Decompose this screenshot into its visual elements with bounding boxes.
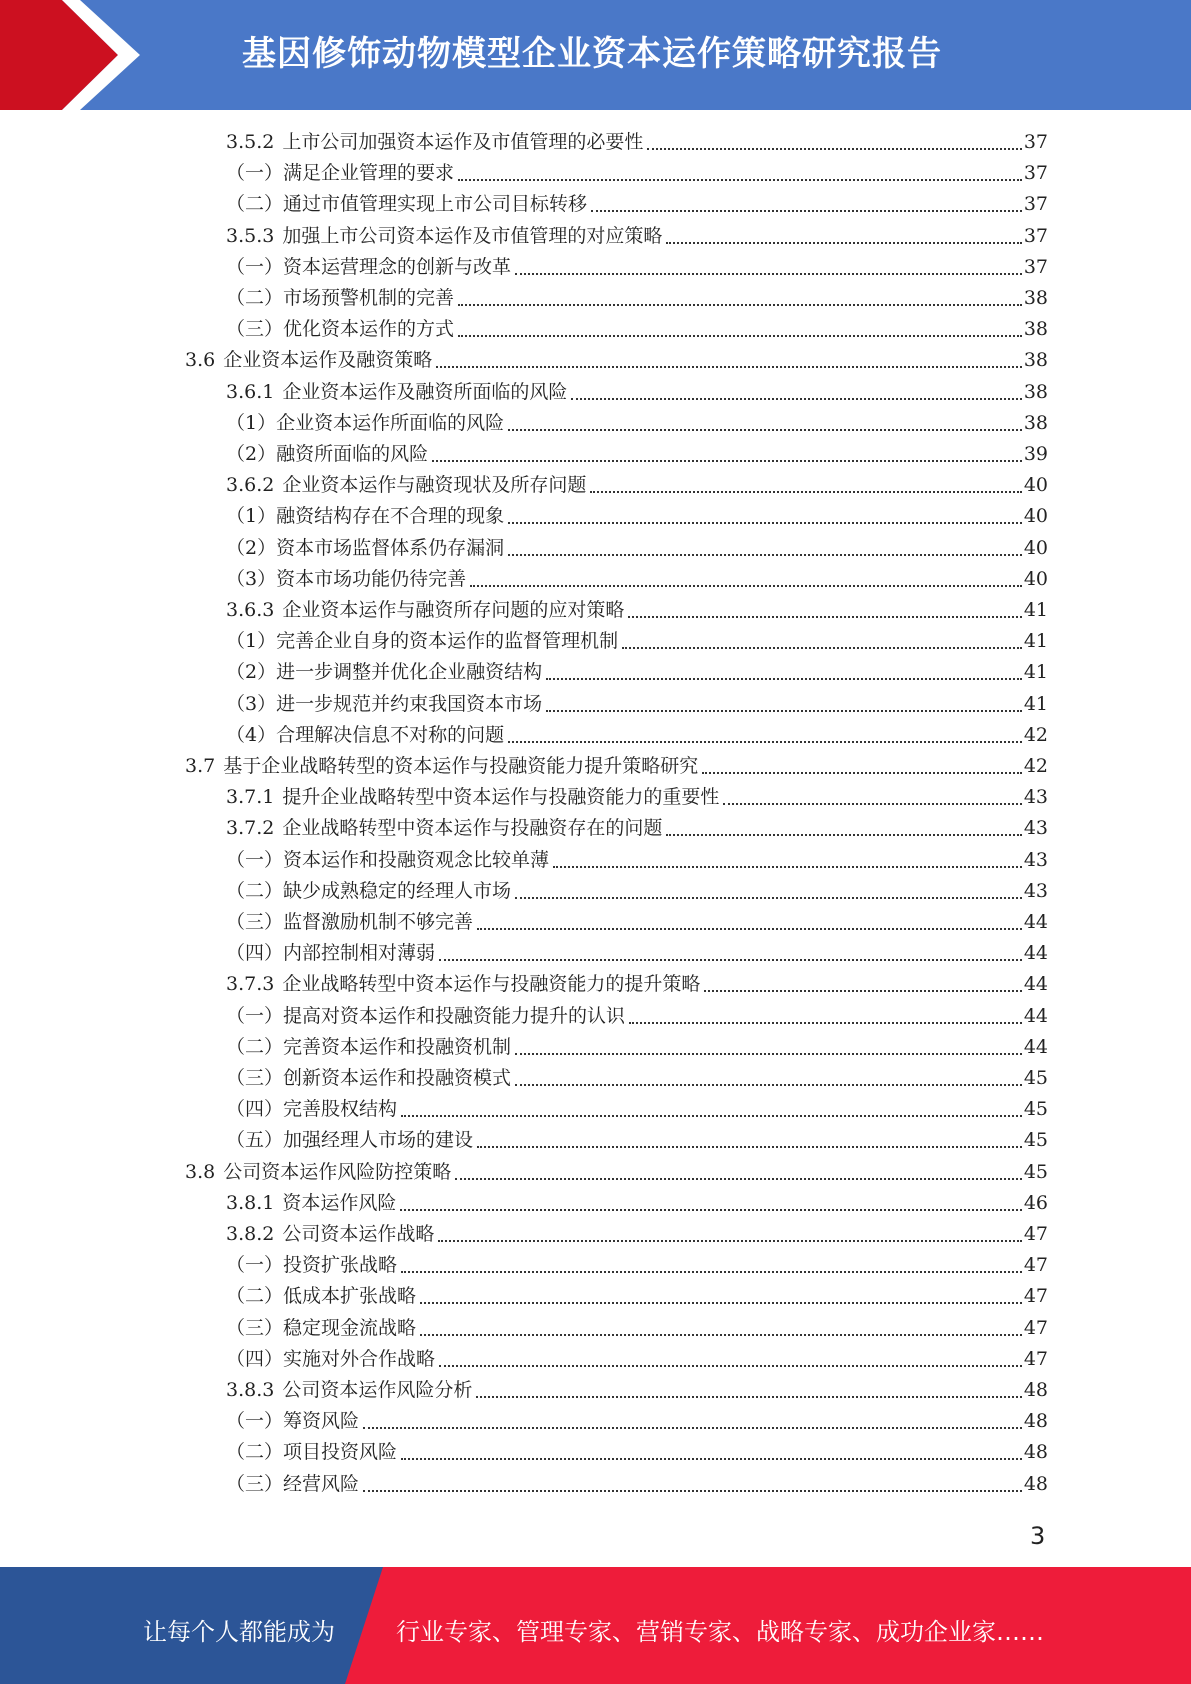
toc-entry-number: （一） xyxy=(226,848,284,871)
toc-entry-number: （四） xyxy=(226,1347,284,1370)
toc-entry-number: 3.7 xyxy=(185,755,216,777)
toc-entry-title: 创新资本运作和投融资模式 xyxy=(283,1067,512,1089)
toc-entry-page: 43 xyxy=(1023,817,1048,840)
toc-entry-title: 经营风险 xyxy=(283,1472,360,1495)
toc-entry-page: 47 xyxy=(1023,1347,1048,1370)
toc-dot-leader xyxy=(666,834,1021,836)
toc-entry-number: （三） xyxy=(226,1067,284,1089)
toc-entry-page: 45 xyxy=(1023,1098,1048,1121)
toc-dot-leader xyxy=(515,1053,1022,1055)
toc-entry-number: （五） xyxy=(226,1129,284,1152)
toc-entry-title: 稳定现金流战略 xyxy=(283,1316,417,1339)
footer-slogan-left: 让每个人都能成为 xyxy=(143,1618,335,1646)
toc-dot-leader xyxy=(436,366,1022,368)
toc-entry-number: 3.7.2 xyxy=(226,817,275,840)
toc-entry-title: 公司资本运作风险分析 xyxy=(282,1379,473,1401)
toc-entry-title: 优化资本运作的方式 xyxy=(283,318,455,341)
toc-entry-title: 资本运营理念的创新与改革 xyxy=(283,255,512,278)
toc-entry[interactable] xyxy=(226,314,1048,345)
toc-entry-page: 38 xyxy=(1023,380,1048,403)
toc-entry-number: （三） xyxy=(226,1316,284,1339)
toc-dot-leader xyxy=(401,1458,1022,1460)
toc-entry-page: 37 xyxy=(1023,224,1048,247)
toc-entry-title: 资本运作风险 xyxy=(282,1191,397,1214)
toc-entry[interactable] xyxy=(226,221,1048,252)
toc-entry-number: （二） xyxy=(226,879,284,902)
toc-entry[interactable] xyxy=(226,938,1048,969)
toc-dot-leader xyxy=(439,959,1022,961)
toc-dot-leader xyxy=(590,491,1021,493)
toc-entry-number: 3.7.3 xyxy=(226,973,275,996)
toc-dot-leader xyxy=(546,678,1022,680)
toc-entry-number: 3.6.3 xyxy=(226,599,275,621)
toc-dot-leader xyxy=(420,1334,1022,1336)
toc-entry-title: 市场预警机制的完善 xyxy=(283,287,455,309)
toc-entry[interactable] xyxy=(226,1032,1048,1063)
toc-entry-number: （一） xyxy=(226,1410,284,1433)
toc-entry[interactable] xyxy=(226,1250,1048,1281)
toc-entry-title: 项目投资风险 xyxy=(283,1441,398,1464)
toc-entry-page: 38 xyxy=(1023,349,1048,372)
toc-entry[interactable] xyxy=(226,377,1048,408)
toc-entry-page: 48 xyxy=(1023,1379,1048,1401)
toc-entry-title: 企业战略转型中资本运作与投融资能力的提升策略 xyxy=(282,973,701,996)
toc-entry-page: 45 xyxy=(1023,1129,1048,1152)
toc-entry-page: 37 xyxy=(1023,131,1048,153)
toc-entry-page: 47 xyxy=(1023,1223,1048,1245)
toc-entry-page: 44 xyxy=(1023,1035,1048,1058)
toc-entry-title: 提升企业战略转型中资本运作与投融资能力的重要性 xyxy=(282,786,720,809)
toc-dot-leader xyxy=(591,210,1022,212)
toc-dot-leader xyxy=(439,1365,1022,1367)
toc-entry[interactable] xyxy=(226,252,1048,283)
page-footer xyxy=(0,1567,1191,1684)
toc-entry-page: 48 xyxy=(1023,1410,1048,1433)
toc-dot-leader xyxy=(458,179,1022,181)
toc-dot-leader xyxy=(470,585,1022,587)
toc-entry-page: 40 xyxy=(1023,536,1048,559)
toc-entry-number: 3.6.2 xyxy=(226,474,275,497)
toc-entry-number: （2） xyxy=(226,443,277,465)
toc-entry-number: 3.6 xyxy=(185,349,216,372)
toc-dot-leader xyxy=(363,1427,1022,1429)
toc-entry-title: 完善股权结构 xyxy=(283,1098,398,1121)
toc-entry[interactable] xyxy=(226,782,1048,813)
toc-entry-number: （一） xyxy=(226,255,284,278)
toc-entry-page: 47 xyxy=(1023,1285,1048,1308)
toc-entry-title: 完善企业自身的资本运作的监督管理机制 xyxy=(276,630,619,653)
toc-entry-title: 公司资本运作风险防控策略 xyxy=(223,1160,452,1183)
toc-entry[interactable] xyxy=(226,1375,1048,1406)
toc-dot-leader xyxy=(432,460,1022,462)
toc-entry[interactable] xyxy=(226,907,1048,938)
toc-entry-title: 进一步调整并优化企业融资结构 xyxy=(276,661,543,684)
toc-entry-number: （1） xyxy=(226,505,277,528)
toc-entry-page: 45 xyxy=(1023,1160,1048,1183)
toc-entry[interactable] xyxy=(185,345,1048,376)
toc-entry-page: 37 xyxy=(1023,193,1048,216)
toc-entry[interactable] xyxy=(226,1125,1048,1156)
toc-entry-page: 38 xyxy=(1023,287,1048,309)
toc-entry-number: （三） xyxy=(226,318,284,341)
toc-entry-title: 资本市场监督体系仍存漏洞 xyxy=(276,536,505,559)
toc-entry-title: 低成本扩张战略 xyxy=(283,1285,417,1308)
toc-entry[interactable] xyxy=(226,533,1048,564)
toc-entry[interactable] xyxy=(226,845,1048,876)
toc-entry-title: 企业资本运作与融资现状及所存问题 xyxy=(282,474,587,497)
report-title: 基因修饰动物模型企业资本运作策略研究报告 xyxy=(242,34,942,74)
toc-dot-leader xyxy=(477,928,1022,930)
toc-entry[interactable] xyxy=(226,127,1048,158)
toc-dot-leader xyxy=(553,866,1022,868)
toc-entry-number: （二） xyxy=(226,1035,284,1058)
toc-entry-number: （一） xyxy=(226,162,284,185)
toc-entry-page: 46 xyxy=(1023,1191,1048,1214)
toc-entry-page: 43 xyxy=(1023,879,1048,902)
toc-entry[interactable] xyxy=(226,501,1048,532)
toc-dot-leader xyxy=(508,554,1022,556)
toc-entry-title: 提高对资本运作和投融资能力提升的认识 xyxy=(283,1004,626,1027)
toc-dot-leader xyxy=(477,1146,1022,1148)
toc-entry-title: 加强经理人市场的建设 xyxy=(283,1129,474,1152)
toc-entry[interactable] xyxy=(226,876,1048,907)
toc-entry[interactable] xyxy=(226,158,1048,189)
toc-entry[interactable] xyxy=(226,1406,1048,1437)
toc-entry-title: 合理解决信息不对称的问题 xyxy=(276,723,505,746)
toc-entry[interactable] xyxy=(226,626,1048,657)
toc-entry[interactable] xyxy=(226,689,1048,720)
toc-entry-title: 内部控制相对薄弱 xyxy=(283,942,436,965)
toc-entry[interactable] xyxy=(185,751,1048,782)
toc-entry-page: 42 xyxy=(1023,755,1048,777)
toc-entry-title: 资本市场功能仍待完善 xyxy=(276,567,467,590)
toc-entry[interactable] xyxy=(226,408,1048,439)
toc-dot-leader xyxy=(401,1271,1022,1273)
toc-entry-number: （二） xyxy=(226,287,284,309)
toc-dot-leader xyxy=(508,429,1022,431)
toc-dot-leader xyxy=(400,1209,1021,1211)
toc-entry-title: 上市公司加强资本运作及市值管理的必要性 xyxy=(282,131,644,153)
toc-entry-page: 45 xyxy=(1023,1067,1048,1089)
toc-dot-leader xyxy=(458,304,1022,306)
toc-dot-leader xyxy=(629,1022,1022,1024)
toc-entry-number: （3） xyxy=(226,567,277,590)
toc-dot-leader xyxy=(438,1240,1021,1242)
footer-slogan-right: 行业专家、管理专家、营销专家、战略专家、成功企业家…… xyxy=(396,1618,1044,1646)
toc-entry[interactable] xyxy=(226,564,1048,595)
toc-dot-leader xyxy=(723,803,1021,805)
toc-entry[interactable] xyxy=(226,1063,1048,1094)
toc-entry-page: 44 xyxy=(1023,1004,1048,1027)
toc-entry-title: 企业资本运作所面临的风险 xyxy=(276,411,505,434)
toc-entry-title: 完善资本运作和投融资机制 xyxy=(283,1035,512,1058)
toc-dot-leader xyxy=(363,1490,1022,1492)
toc-dot-leader xyxy=(666,242,1021,244)
toc-entry-page: 40 xyxy=(1023,567,1048,590)
page-number: 3 xyxy=(1030,1522,1046,1550)
toc-dot-leader xyxy=(455,1178,1022,1180)
toc-entry-number: （四） xyxy=(226,942,284,965)
toc-entry-number: 3.8.1 xyxy=(226,1191,275,1214)
toc-entry-number: （二） xyxy=(226,1441,284,1464)
toc-entry-title: 企业资本运作及融资所面临的风险 xyxy=(282,380,568,403)
toc-entry[interactable] xyxy=(226,1094,1048,1125)
toc-entry-number: 3.8.2 xyxy=(226,1223,275,1245)
toc-entry-title: 缺少成熟稳定的经理人市场 xyxy=(283,879,512,902)
toc-dot-leader xyxy=(515,897,1022,899)
toc-entry-page: 38 xyxy=(1023,318,1048,341)
toc-dot-leader xyxy=(476,1396,1021,1398)
toc-entry[interactable] xyxy=(226,969,1048,1000)
toc-entry-number: （3） xyxy=(226,692,277,715)
toc-entry-number: （2） xyxy=(226,661,277,684)
toc-entry[interactable] xyxy=(226,1469,1048,1500)
toc-entry[interactable] xyxy=(226,720,1048,751)
toc-entry-page: 41 xyxy=(1023,599,1048,621)
toc-entry-page: 38 xyxy=(1023,411,1048,434)
toc-entry-number: （一） xyxy=(226,1004,284,1027)
toc-entry[interactable] xyxy=(226,1219,1048,1250)
toc-entry-number: （二） xyxy=(226,193,284,216)
toc-entry-page: 40 xyxy=(1023,474,1048,497)
header-arrow-logo xyxy=(0,0,140,110)
toc-entry-page: 48 xyxy=(1023,1472,1048,1495)
toc-dot-leader xyxy=(508,741,1022,743)
toc-entry-title: 筹资风险 xyxy=(283,1410,360,1433)
toc-dot-leader xyxy=(515,273,1022,275)
toc-entry-number: 3.5.2 xyxy=(226,131,275,153)
toc-dot-leader xyxy=(702,772,1022,774)
toc-entry-page: 40 xyxy=(1023,505,1048,528)
toc-dot-leader xyxy=(515,1084,1022,1086)
toc-entry-page: 37 xyxy=(1023,162,1048,185)
toc-dot-leader xyxy=(704,990,1021,992)
toc-entry-title: 企业资本运作及融资策略 xyxy=(223,349,433,372)
toc-entry[interactable] xyxy=(226,189,1048,220)
toc-entry-title: 公司资本运作战略 xyxy=(282,1223,435,1245)
toc-entry-number: 3.5.3 xyxy=(226,224,275,247)
toc-entry-number: 3.6.1 xyxy=(226,380,275,403)
toc-dot-leader xyxy=(571,398,1021,400)
toc-entry-title: 监督激励机制不够完善 xyxy=(283,911,474,933)
toc-entry-title: 投资扩张战略 xyxy=(283,1254,398,1277)
toc-entry-number: 3.8 xyxy=(185,1160,216,1183)
toc-entry-number: （1） xyxy=(226,411,277,434)
toc-entry-page: 44 xyxy=(1023,973,1048,996)
toc-dot-leader xyxy=(401,1115,1022,1117)
toc-dot-leader xyxy=(628,616,1021,618)
toc-entry-title: 资本运作和投融资观念比较单薄 xyxy=(283,848,550,871)
toc-entry[interactable] xyxy=(226,1313,1048,1344)
toc-entry-number: （1） xyxy=(226,630,277,653)
toc-entry-page: 44 xyxy=(1023,911,1048,933)
toc-entry-page: 48 xyxy=(1023,1441,1048,1464)
toc-entry-title: 进一步规范并约束我国资本市场 xyxy=(276,692,543,715)
toc-entry-number: 3.7.1 xyxy=(226,786,275,809)
toc-entry-number: （一） xyxy=(226,1254,284,1277)
toc-dot-leader xyxy=(458,335,1022,337)
toc-entry-page: 37 xyxy=(1023,255,1048,278)
toc-entry[interactable] xyxy=(226,1344,1048,1375)
toc-entry-page: 47 xyxy=(1023,1316,1048,1339)
toc-dot-leader xyxy=(546,710,1022,712)
toc-entry[interactable] xyxy=(226,470,1048,501)
toc-entry-number: （三） xyxy=(226,911,284,933)
toc-entry-number: （三） xyxy=(226,1472,284,1495)
toc-entry[interactable] xyxy=(226,1001,1048,1032)
toc-entry-number: 3.8.3 xyxy=(226,1379,275,1401)
toc-entry-title: 满足企业管理的要求 xyxy=(283,162,455,185)
toc-entry-title: 通过市值管理实现上市公司目标转移 xyxy=(283,193,588,216)
toc-dot-leader xyxy=(420,1302,1022,1304)
toc-entry[interactable] xyxy=(226,1437,1048,1468)
toc-entry-title: 企业资本运作与融资所存问题的应对策略 xyxy=(282,599,625,621)
toc-entry[interactable] xyxy=(226,813,1048,844)
toc-entry-title: 企业战略转型中资本运作与投融资存在的问题 xyxy=(282,817,663,840)
toc-entry-page: 41 xyxy=(1023,692,1048,715)
toc-entry-title: 实施对外合作战略 xyxy=(283,1347,436,1370)
toc-entry-title: 基于企业战略转型的资本运作与投融资能力提升策略研究 xyxy=(223,755,699,777)
toc-dot-leader xyxy=(622,647,1022,649)
toc-entry-title: 融资结构存在不合理的现象 xyxy=(276,505,505,528)
toc-entry-title: 融资所面临的风险 xyxy=(276,443,429,465)
toc-entry-page: 42 xyxy=(1023,723,1048,746)
toc-entry-page: 43 xyxy=(1023,786,1048,809)
toc-entry[interactable] xyxy=(226,1188,1048,1219)
toc-dot-leader xyxy=(508,522,1022,524)
page-header xyxy=(0,0,1191,110)
toc-entry-page: 43 xyxy=(1023,848,1048,871)
toc-entry-number: （二） xyxy=(226,1285,284,1308)
toc-entry-number: （2） xyxy=(226,536,277,559)
toc-entry-number: （4） xyxy=(226,723,277,746)
toc-entry-page: 41 xyxy=(1023,630,1048,653)
toc-entry-page: 41 xyxy=(1023,661,1048,684)
toc-entry-page: 47 xyxy=(1023,1254,1048,1277)
toc-entry[interactable] xyxy=(226,1281,1048,1312)
toc-dot-leader xyxy=(647,148,1021,150)
toc-entry-page: 39 xyxy=(1023,443,1048,465)
toc-entry[interactable] xyxy=(226,595,1048,626)
toc-entry-number: （四） xyxy=(226,1098,284,1121)
toc-entry[interactable] xyxy=(226,439,1048,470)
toc-entry[interactable] xyxy=(185,1157,1048,1188)
toc-entry[interactable] xyxy=(226,657,1048,688)
toc-entry[interactable] xyxy=(226,283,1048,314)
toc-entry-page: 44 xyxy=(1023,942,1048,965)
toc-entry-title: 加强上市公司资本运作及市值管理的对应策略 xyxy=(282,224,663,247)
